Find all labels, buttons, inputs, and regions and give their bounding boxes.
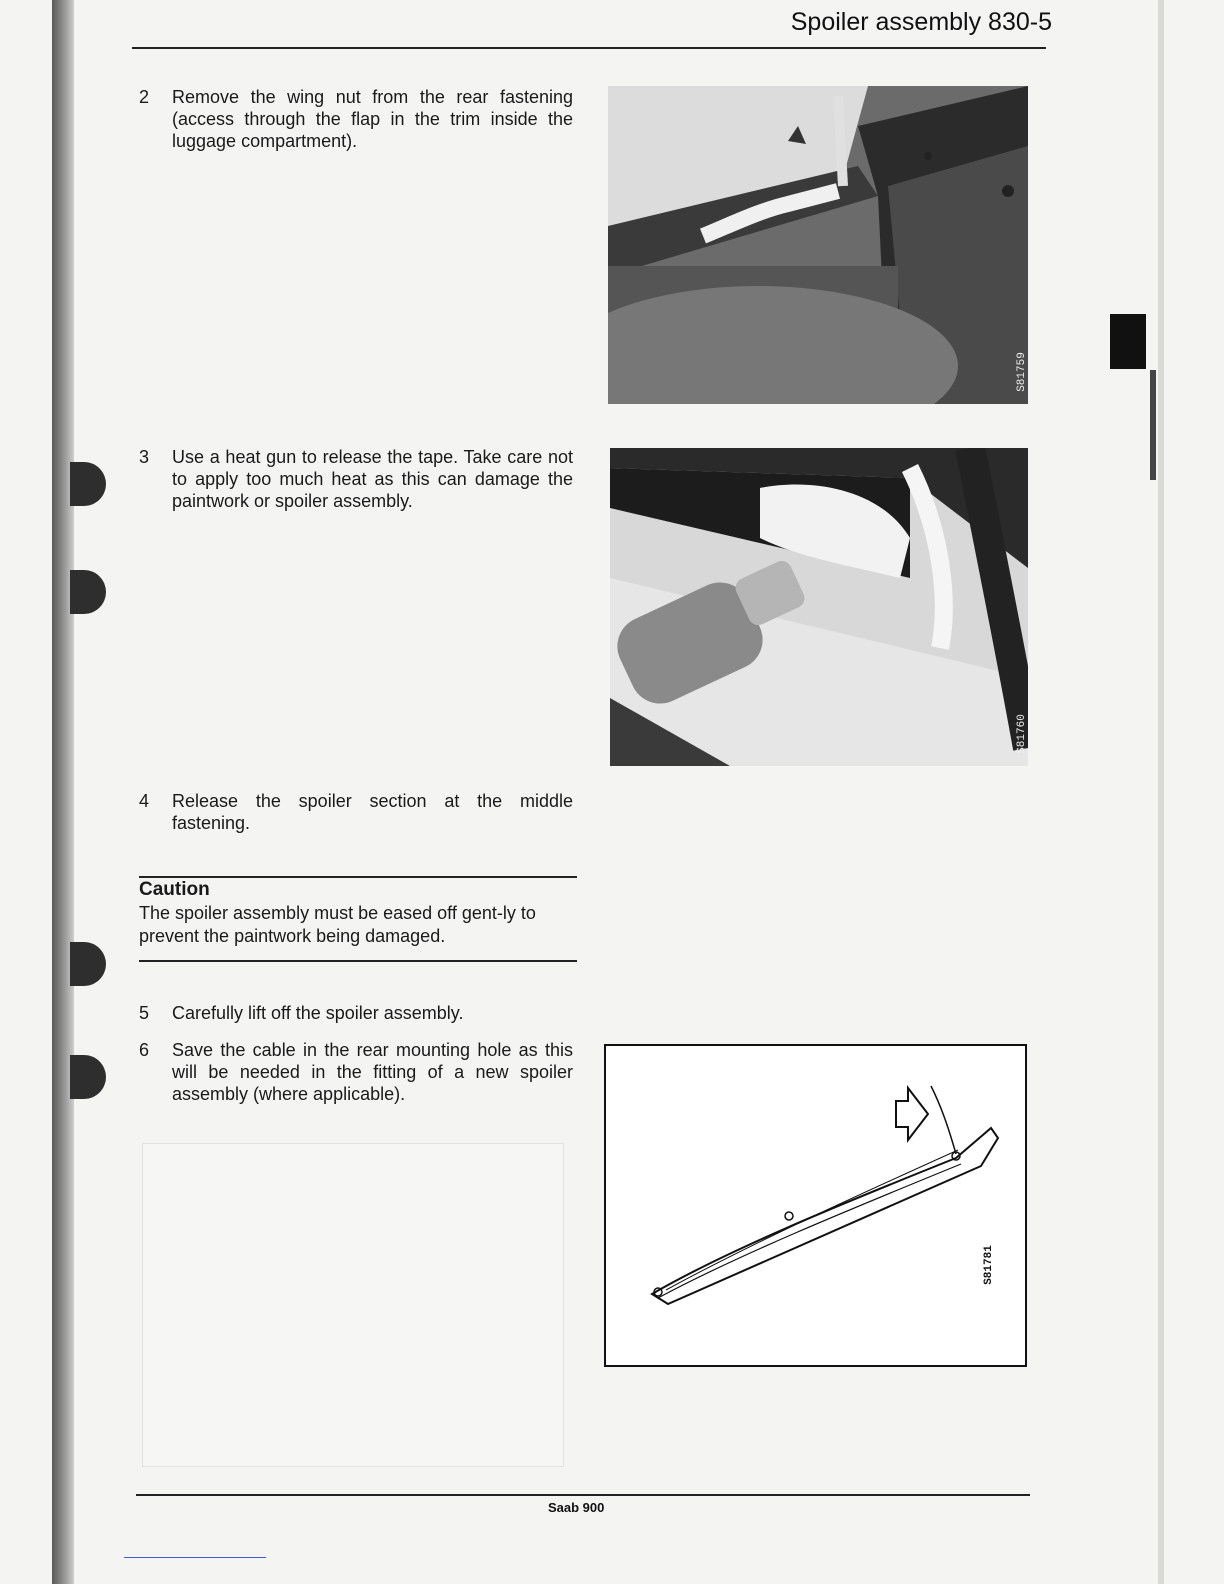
- figure-code: S81759: [1016, 352, 1028, 392]
- step-4: [139, 790, 573, 834]
- page-title: Spoiler assembly 830-5: [790, 8, 1052, 36]
- spoiler-line-drawing: [606, 1046, 1025, 1365]
- photo-heat-gun-image: [610, 448, 1028, 766]
- photo-heat-gun: [610, 448, 1028, 766]
- caution-text: The spoiler assembly must be eased off gent-ly to prevent the paintwork being damaged.: [139, 903, 536, 946]
- photo-rear-fastening: [608, 86, 1028, 404]
- binder-hole: [70, 570, 106, 614]
- step-6: [139, 1039, 573, 1105]
- caution-title: Caution: [139, 879, 210, 900]
- step-number: 5: [139, 1003, 150, 1023]
- step-text: Remove the wing nut from the rear fastening (access through the flap in the trim inside the luggage compartment).: [172, 87, 573, 151]
- step-text: Save the cable in the rear mounting hole as this will be needed in the fitting of a new spoiler assembly (where applicable).: [172, 1040, 573, 1104]
- caution-rule-bottom: [139, 960, 577, 962]
- section-thumb-mark: [1150, 370, 1156, 480]
- binder-edge: [52, 0, 74, 1584]
- figure-spoiler-illustration: [604, 1044, 1027, 1367]
- step-2: [139, 86, 573, 152]
- step-text: Carefully lift off the spoiler assembly.: [172, 1003, 464, 1023]
- step-number: 3: [139, 447, 150, 467]
- photo-rear-fastening-image: [608, 86, 1028, 404]
- figure-code: S81781: [983, 1245, 996, 1285]
- caution-rule-top: [139, 876, 577, 878]
- section-thumb-tab: [1110, 314, 1146, 369]
- step-number: 4: [139, 791, 150, 811]
- figure-code: S81760: [1016, 714, 1028, 754]
- bottom-rule: [124, 1557, 266, 1558]
- page-edge: [1158, 0, 1164, 1584]
- step-text: Use a heat gun to release the tape. Take care not to apply too much heat as this can damage the paintwork or spoiler assembly.: [172, 447, 573, 511]
- step-number: 6: [139, 1040, 150, 1060]
- binder-hole: [70, 462, 106, 506]
- header-rule: [132, 47, 1046, 49]
- footer-rule: [136, 1494, 1030, 1496]
- binder-hole: [70, 1055, 106, 1099]
- step-5: [139, 1002, 573, 1024]
- step-3: [139, 446, 573, 512]
- arrow-icon: [896, 1088, 928, 1140]
- footer-text: Saab 900: [548, 1500, 605, 1515]
- binder-hole: [70, 942, 106, 986]
- step-text: Release the spoiler section at the middle fastening.: [172, 791, 573, 833]
- step-number: 2: [139, 87, 150, 107]
- show-through-figure: [142, 1143, 564, 1467]
